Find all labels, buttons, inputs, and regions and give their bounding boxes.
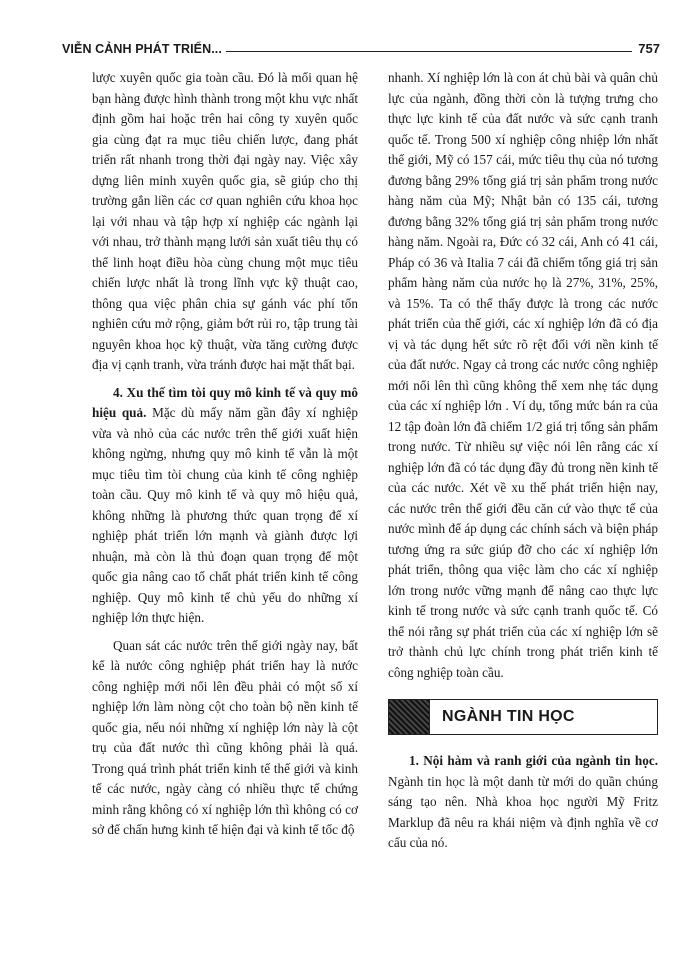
paragraph: lược xuyên quốc gia toàn cầu. Đó là mối quan hệ bạn hàng được hình thành trong một khu vực nhất định gồm hai hoặc trên hai công ty xuyên quốc gia cùng đạt ra mục tiêu chiến lược, đang phát triển rất nhanh trong thời đại ngày nay. Việc xây dựng liên minh xuyên quốc gia, sẽ giúp cho thị trường gắn liền các cơ quan nghiên cứu khoa học lại với nhau và tập hợp xí nghiệp các ngành lại với nhau, trở thành mạng lưới sản xuất tiêu thụ có thể linh hoạt điều hòa cùng chung một mục tiêu chiến lược nhất là trong lĩnh vực kỹ thuật cao, thông qua việc phân chia sự gánh vác phí tổn nghiên cứu mở rộng, giảm bớt rủi ro, tập trung tài nguyên khoa học kỹ thuật, vừa tăng cường được địa vị cạnh tranh, vừa tránh được hai mặt thất bại. [92, 70, 358, 372]
paragraph [388, 751, 658, 854]
subheading: 1. Nội hàm và ranh giới của ngành tin học. [409, 753, 658, 768]
section-marker-icon [389, 700, 430, 734]
paragraph: Quan sát các nước trên thế giới ngày nay, bất kể là nước công nghiệp phát triển hay là nước công nghiệp mới nổi lên đều phải có một số xí nghiệp lớn làm nòng cột cho toàn bộ nền kinh tế quốc gia, nếu nói những xí nghiệp lớn này là cột trụ của đất nước thì cũng không phải là quá. Trong quá trình phát triển kinh tế thế giới và kinh tế các nước, ngày càng có nhiều thực tế chứng minh rằng không có xí nghiệp lớn thì không có cơ sở để chấn hưng kinh tế hiện đại và kinh tế tốc độ [92, 637, 358, 837]
paragraph-text: Ngành tin học là một danh từ mới do quần chúng sáng tạo nên. Nhà khoa học người Mỹ Fritz Marklup đã nêu ra khái niệm và định nghĩa về cơ cấu của nó. [388, 773, 658, 850]
paragraph: nhanh. Xí nghiệp lớn là con át chủ bài và quân chủ lực của ngành, đồng thời còn là tượng trưng cho thực lực kinh tế của đất nước và sức cạnh tranh quốc tế. Trong 500 xí nghiệp công nhiệp lớn nhất thế giới, Mỹ có 157 cái, mức tiêu thụ của nó tương đương bằng 29% tổng giá trị sản phẩm trong nước hàng năm của Mỹ; Nhật bản có 135 cái, tương đương bằng 32% tổng giá trị sản phẩm trong nước hàng năm. Ngoài ra, Đức có 32 cái, Anh có 41 cái, Pháp có 36 và Italia 7 cái đã chiếm tổng giá trị sản phẩm hàng năm của nước họ là 27%, 31%, 25%, và 15%. Ta có thể thấy được là trong các nước phát triển của thế giới, các xí nghiệp lớn đã có địa vị và tác dụng hết sức rõ rệt đối với nền kinh tế của đất nước. Ngay cả trong các nước công nghiệp mới nổi lên thì cũng không thể xem nhẹ tác dụng của các xí nghiệp lớn . Ví dụ, tổng mức bán ra của 12 tập đoàn lớn đã chiếm 1/2 giá trị tổng sản phẩm trong nước. Từ nhiều sự việc nói lên rằng các xí nghiệp lớn đã có tác dụng đầy đủ trong nền kinh tế của các nước. Xét về xu thế phát triển hiện nay, các nước trên thế giới đều căn cứ vào thực tế của nước mình để áp dụng các chính sách và biện pháp tương ứng ra sức giúp đỡ cho các xí nghiệp lớn phát triển, thông qua việc làm cho các xí nghiệp lớn trong nước vững mạnh để nâng cao thực lực kinh tế trong nước và sức cạnh tranh quốc tế. Có thể nói rằng sự phát triển của các xí nghiệp lớn sẽ trở thành chủ lực chính trong phát triển kinh tế công nghiệp toàn cầu. [388, 70, 658, 680]
section-heading [388, 699, 658, 735]
page-number: 757 [638, 41, 660, 56]
section-title: NGÀNH TIN HỌC [442, 707, 575, 725]
left-column [92, 68, 358, 841]
right-column [388, 68, 658, 854]
running-title: VIỄN CẢNH PHÁT TRIỂN... [62, 42, 222, 56]
paragraph-text: Mặc dù mấy năm gần đây xí nghiệp vừa và nhỏ của các nước trên thế giới xuất hiện không ngừng, nhưng quy mô kinh tế vẫn là một mục tiêu tìm tòi chung của kinh tế công nghiệp toàn cầu. Quy mô kinh tế và quy mô hiệu quả, không những là phương thức quan trọng để xí nghiệp phát triển lớn mạnh và giành được lợi nhuận, mà còn là thủ đoạn quan trọng để một quốc gia nâng cao tố chất phát triển kinh tế công nghiệp. Quy mô kinh tế chủ yếu do những xí nghiệp lớn thực hiện. [92, 405, 359, 625]
header-rule [226, 51, 632, 52]
paragraph [92, 383, 358, 629]
subheading: 4. Xu thế tìm tòi quy mô kinh tế và quy mô hiệu quả. [92, 384, 358, 420]
running-header [62, 38, 660, 60]
